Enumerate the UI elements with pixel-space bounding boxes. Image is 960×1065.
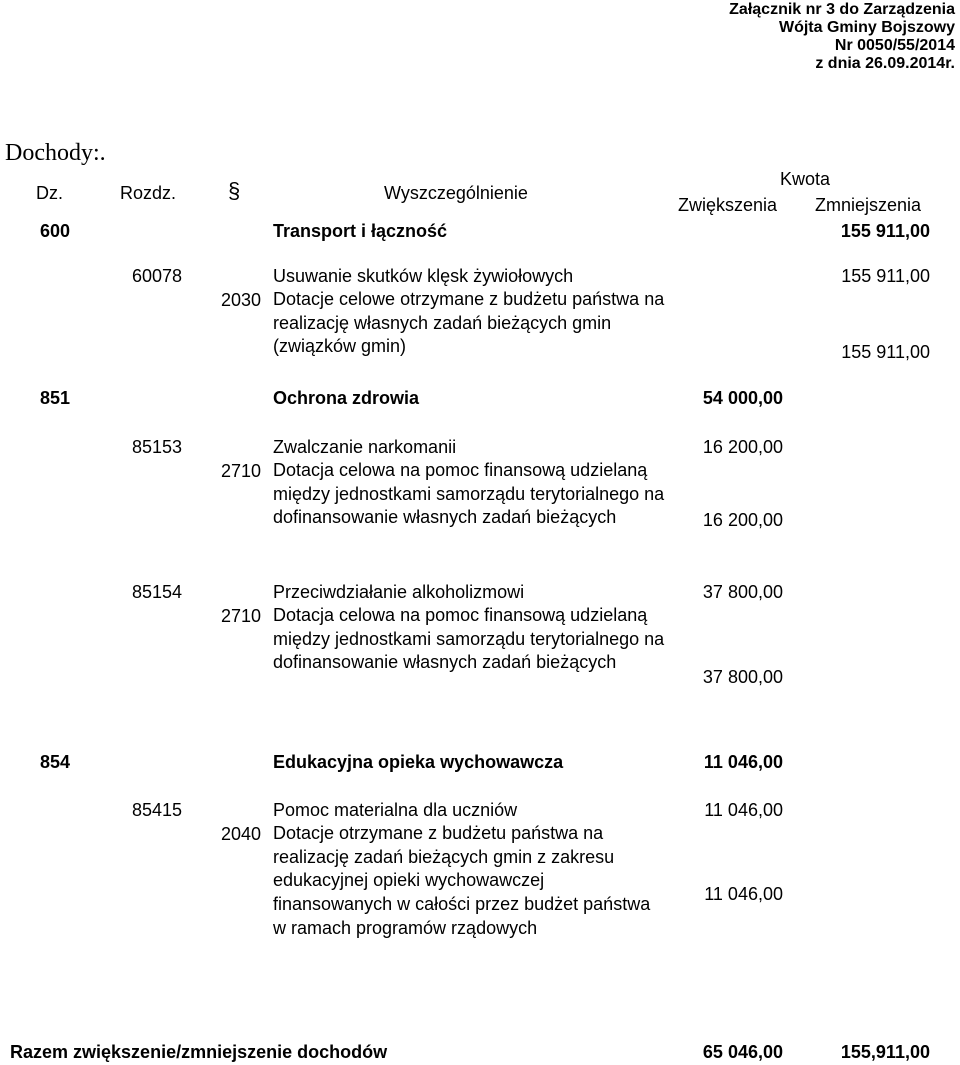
paragraph-code: 2030 [220,290,261,310]
chapter-rozdz: 85415 [131,800,182,820]
paragraph-code: 2040 [220,824,261,844]
col-header-increase: Zwiększenia [678,195,778,215]
section-dz: 854 [39,752,70,772]
col-header-decrease: Zmniejszenia [815,195,922,215]
chapter-rozdz: 60078 [131,266,182,286]
header-line-3: Nr 0050/55/2014 [834,37,955,54]
chapter-name: Zwalczanie narkomanii [273,437,457,457]
section-increase: 54 000,00 [702,388,783,408]
chapter-decrease: 155 911,00 [841,266,930,286]
section-decrease: 155 911,00 [840,221,930,241]
paragraph-increase: 37 800,00 [702,667,783,687]
paragraph-description: Dotacja celowa na pomoc finansową udzielaną między jednostkami samorządu terytorialnego na dofinansowanie własnych zadań bieżących [273,460,665,528]
paragraph-decrease: 155 911,00 [841,342,930,362]
chapter-rozdz: 85154 [131,582,182,602]
paragraph-increase: 16 200,00 [702,510,783,530]
chapter-increase: 11 046,00 [704,800,783,820]
section-name: Edukacyjna opieka wychowawcza [273,752,564,772]
chapter-increase: 37 800,00 [702,582,783,602]
header-line-2: Wójta Gminy Bojszowy [778,19,955,36]
col-header-dz: Dz. [36,183,63,203]
chapter-name: Usuwanie skutków klęsk żywiołowych [273,266,574,286]
chapter-name: Przeciwdziałanie alkoholizmowi [273,582,525,602]
paragraph-increase: 11 046,00 [704,884,783,904]
header-line-1: Załącznik nr 3 do Zarządzenia [729,1,955,18]
section-title: Dochody:. [5,140,106,166]
section-name: Transport i łączność [273,221,448,241]
col-header-description: Wyszczególnienie [384,183,528,203]
section-dz: 851 [39,388,70,408]
total-label: Razem zwiększenie/zmniejszenie dochodów [10,1042,388,1062]
section-name: Ochrona zdrowia [273,388,420,408]
col-header-amount: Kwota [780,169,831,189]
paragraph-code: 2710 [220,606,261,626]
paragraph-description: Dotacje celowe otrzymane z budżetu państwa na realizację własnych zadań bieżących gmin (związków gmin) [273,289,665,357]
section-dz: 600 [39,221,70,241]
paragraph-sign-icon: § [228,178,241,203]
chapter-name: Pomoc materialna dla uczniów [273,800,518,820]
paragraph-description: Dotacje otrzymane z budżetu państwa na realizację zadań bieżących gmin z zakresu edukacyjnej opieki wychowawczej finansowanych w całości przez budżet państwa w ramach programów rządowych [273,823,651,938]
total-increase: 65 046,00 [702,1042,783,1062]
paragraph-description: Dotacja celowa na pomoc finansową udzielaną między jednostkami samorządu terytorialnego na dofinansowanie własnych zadań bieżących [273,605,665,673]
chapter-increase: 16 200,00 [702,437,783,457]
chapter-rozdz: 85153 [131,437,182,457]
total-decrease: 155,911,00 [840,1042,930,1062]
header-line-4: z dnia 26.09.2014r. [815,55,955,72]
col-header-rozdz: Rozdz. [120,183,177,203]
section-increase: 11 046,00 [703,752,783,772]
paragraph-code: 2710 [220,461,261,481]
